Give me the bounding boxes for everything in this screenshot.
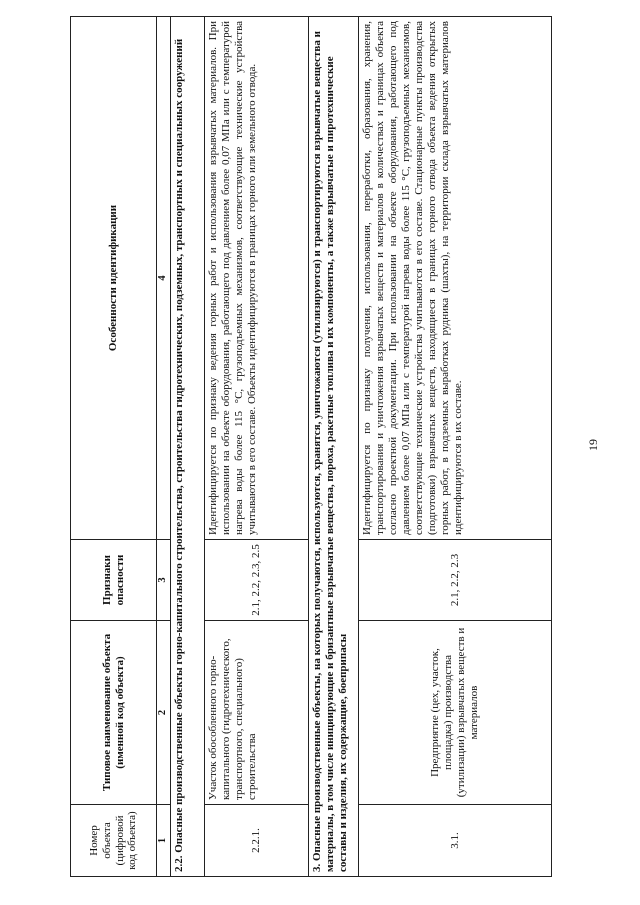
- hazard-signs: 2.1, 2.2, 2.3: [359, 540, 552, 621]
- column-number-3: 3: [157, 540, 171, 621]
- hazard-signs: 2.1, 2.2, 2.3, 2.5: [205, 540, 309, 621]
- identification-features: Идентифицируется по признаку получения, использования, переработки, образования, хранения, транспортирования и уничтожения взрывчатых веществ и материалов в количествах и границах объекта согласно проектной документации. При использовании на объекте оборудования, работающего под давлением более 0,07 МПа или с температурой нагрева воды более 115 °С, грузоподъемных механизмов, соответствующие технические устройства учитываются в его составе. Стационарные пункты производства (подготовки) взрывчатых веществ, находящиеся в границах горного отвода объекта ведения открытых горных работ, в подземных выработках рудника (шахты), на территории склада взрывчатых материалов идентифицируются в их составе.: [359, 17, 552, 540]
- column-number-row: [157, 17, 171, 877]
- section-heading-3: 3. Опасные производственные объекты, на которых получаются, используются, хранятся, уничтожаются (утилизируются) и транспортируются взрывчатые вещества и материалы, в том числе инициирующие и бризантные взрывчатые вещества, пороха, ракетные топлива и их компоненты, а также взрывчатые и пиротехнические составы и изделия, их содержащие, боеприпасы: [309, 17, 359, 877]
- header-identification: Особенности идентификации: [71, 17, 157, 540]
- section-heading-2-2: 2.2. Опасные производственные объекты горно-капитального строительства, строительства гидротехнических, подземных, транспортных и специальных сооружений: [171, 17, 205, 877]
- table-row: [359, 17, 552, 877]
- object-name: Участок обособленного горно-капитального (гидротехнического, транспортного, специального) строительства: [205, 621, 309, 805]
- hazard-objects-table: [70, 16, 552, 877]
- header-object-number: Номер объекта (цифровой код объекта): [71, 805, 157, 877]
- header-hazard-signs: Признаки опасности: [71, 540, 157, 621]
- object-name: Предприятие (цех, участок, площадка) производства (утилизации) взрывчатых веществ и материалов: [359, 621, 552, 805]
- table-row: [205, 17, 309, 877]
- rotated-page: [70, 17, 551, 877]
- header-object-name: Типовое наименование объекта (именной код объекта): [71, 621, 157, 805]
- column-number-2: 2: [157, 621, 171, 805]
- column-number-1: 1: [157, 805, 171, 877]
- page-number: 19: [585, 439, 600, 451]
- column-number-4: 4: [157, 17, 171, 540]
- section-row-3: [309, 17, 359, 877]
- object-code: 3.1.: [359, 805, 552, 877]
- header-row: [71, 17, 157, 877]
- identification-features: Идентифицируется по признаку ведения горных работ и использования взрывчатых материалов. При использовании на объекте оборудования, работающего под давлением более 0,07 МПа или с температурой нагрева воды более 115 °С, грузоподъемных механизмов, соответствующие технические устройства учитываются в его составе. Объекты идентифицируются в границах горного или земельного отвода.: [205, 17, 309, 540]
- section-row-2-2: [171, 17, 205, 877]
- object-code: 2.2.1.: [205, 805, 309, 877]
